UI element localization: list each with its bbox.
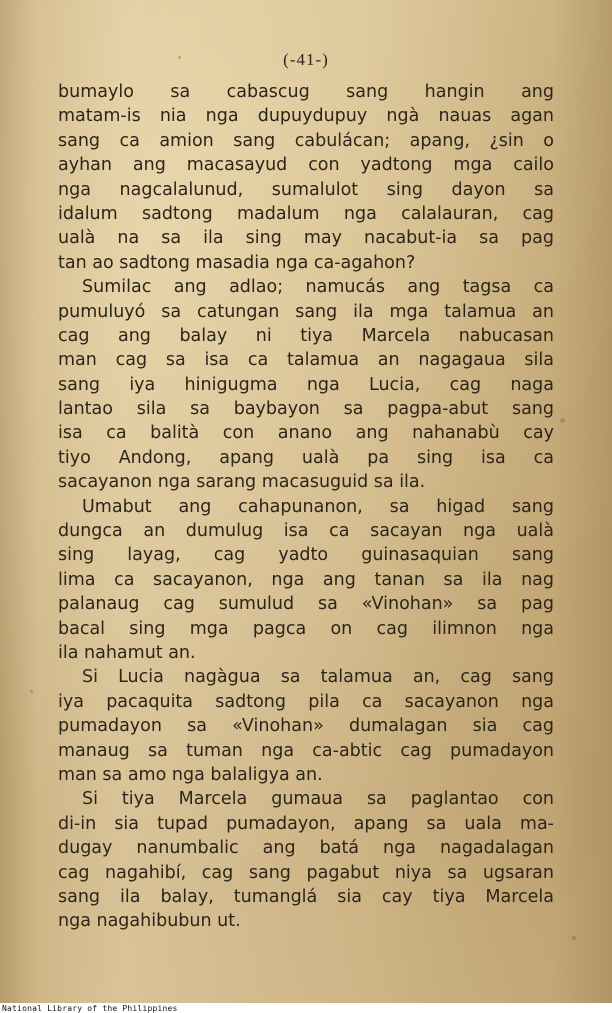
text-line: manaug sa tuman nga ca-abtic cag pumadayon: [58, 740, 554, 761]
text-line: matam-is nia nga dupuydupuy ngà nauas agan: [58, 106, 554, 127]
text-line: isa ca balità con anano ang nahanabù cay: [58, 423, 554, 444]
page-number: (-41-): [283, 50, 329, 69]
text-line: bumaylo sa cabascug sang hangin ang: [58, 82, 554, 102]
text-line: pumadayon sa «Vinohan» dumalagan sia cag: [58, 716, 554, 737]
text-line: Si tiya Marcela gumaua sa paglantao con: [82, 789, 554, 810]
text-line: lima ca sacayanon, nga ang tanan sa ila nag: [58, 569, 554, 590]
text-line: Umabut ang cahapunanon, sa higad sang: [82, 496, 554, 517]
text-line: Sumilac ang adlao; namucás ang tagsa ca: [82, 277, 554, 298]
text-line: pumuluyó sa catungan sang ila mga talamua an: [58, 301, 554, 322]
text-line: tiyo Andong, apang ualà pa sing isa ca: [58, 447, 554, 468]
text-line: nga nagcalalunud, sumalulot sing dayon sa: [58, 179, 554, 200]
text-line: dugay nanumbalic ang batá nga nagadalagan: [58, 838, 554, 859]
text-line: sacayanon nga sarang macasuguid sa ila.: [58, 472, 426, 493]
text-line: tan ao sadtong masadia nga ca-agahon?: [58, 252, 416, 273]
text-line: ila nahamut an.: [58, 642, 196, 663]
text-line: sing layag, cag yadto guinasaquian sang: [58, 545, 554, 566]
text-line: ayhan ang macasayud con yadtong mga cailo: [58, 155, 554, 176]
text-line: cag ang balay ni tiya Marcela nabucasan: [58, 325, 554, 346]
foxing-spot: [30, 690, 33, 693]
text-line: man cag sa isa ca talamua an nagagaua sila: [58, 350, 554, 371]
text-line: nga nagahibubun ut.: [58, 911, 241, 932]
text-line: ualà na sa ila sing may nacabut-ia sa pag: [58, 228, 554, 249]
text-line: iya pacaquita sadtong pila ca sacayanon nga: [58, 691, 554, 712]
text-line: idalum sadtong madalum nga calalauran, cag: [58, 203, 554, 224]
text-line: bacal sing mga pagca on cag ilimnon nga: [58, 618, 554, 639]
text-line: lantao sila sa baybayon sa pagpa-abut sang: [58, 399, 554, 420]
text-line: palanaug cag sumulud sa «Vinohan» sa pag: [58, 594, 554, 615]
text-line: cag nagahibí, cag sang pagabut niya sa ugsaran: [58, 862, 554, 883]
library-credit: National Library of the Philippines: [2, 1004, 178, 1013]
foxing-spot: [572, 936, 576, 940]
text-line: sang ila balay, tumanglá sia cay tiya Marcela: [58, 886, 554, 907]
text-line: sang ca amion sang cabulácan; apang, ¿sin o: [58, 130, 554, 151]
text-line: Si Lucia nagàgua sa talamua an, cag sang: [82, 667, 554, 688]
body-text: [58, 80, 554, 934]
text-line: dungca an dumulug isa ca sacayan nga ualà: [58, 521, 554, 542]
text-line: man sa amo nga balaligya an.: [58, 764, 323, 785]
foxing-spot: [560, 418, 565, 423]
text-line: sang iya hinigugma nga Lucia, cag naga: [58, 374, 554, 395]
text-line: di-in sia tupad pumadayon, apang sa uala ma-: [58, 813, 554, 834]
